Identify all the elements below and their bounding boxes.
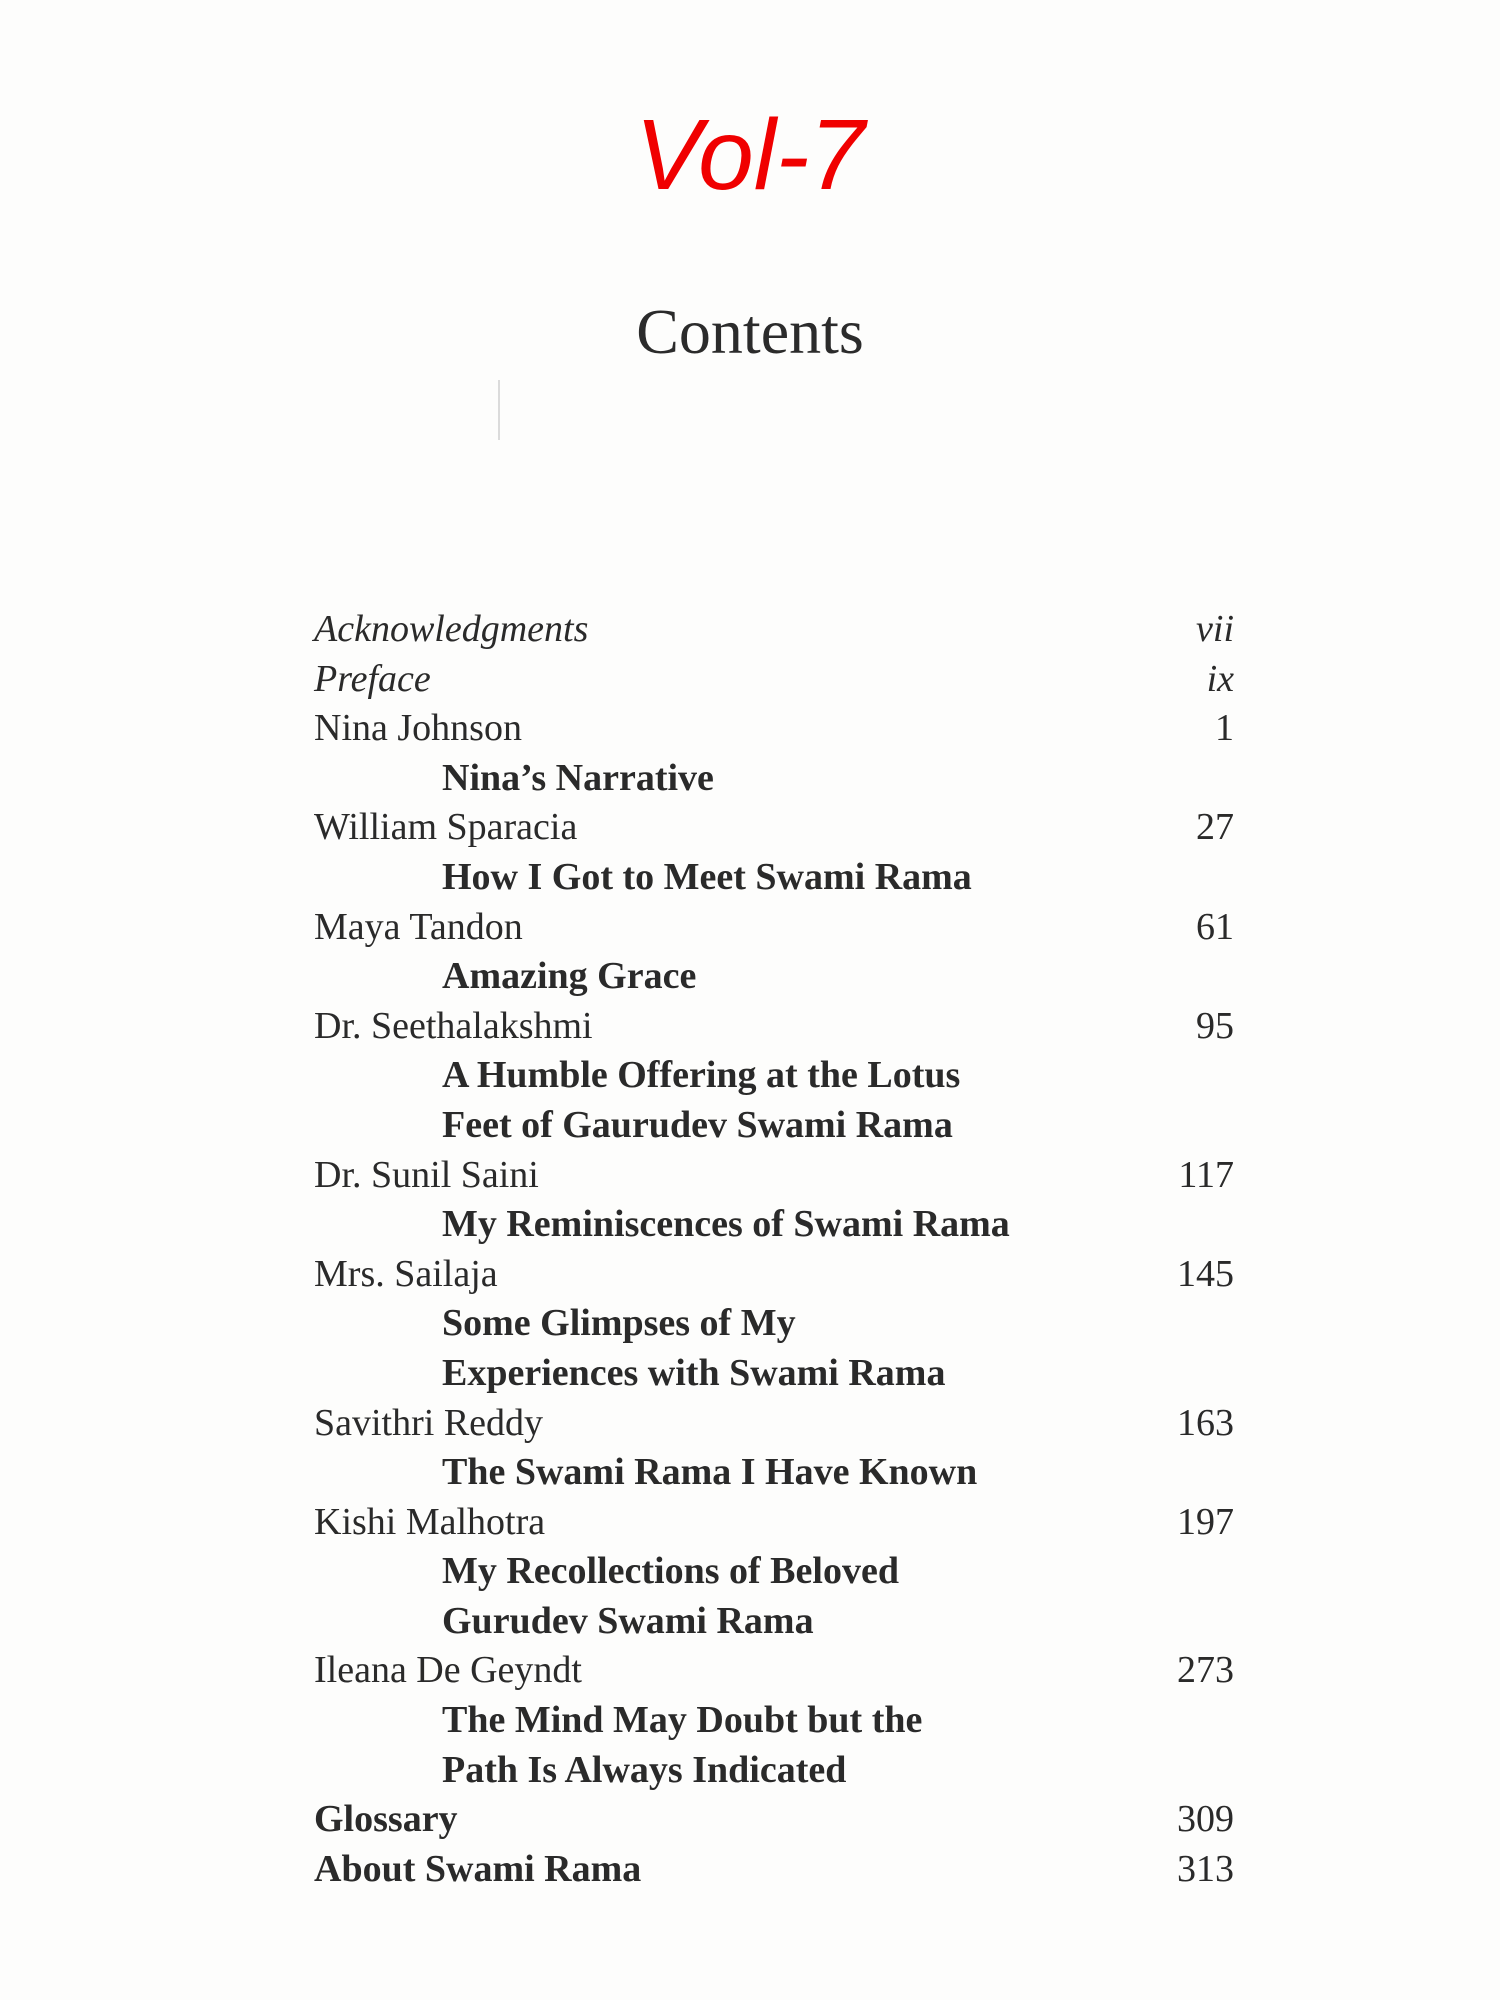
toc-chapter-title <box>314 1299 1234 1349</box>
toc-entry <box>314 704 1234 754</box>
page-number: 95 <box>1196 1004 1234 1047</box>
toc-chapter-title <box>314 1349 1234 1399</box>
entry-title-text: Mrs. Sailaja <box>314 1252 498 1295</box>
toc-chapter-title <box>314 1448 1234 1498</box>
entry-title-text: Acknowledgments <box>314 608 589 650</box>
page-number: 309 <box>1177 1798 1234 1841</box>
chapter-title-text: A Humble Offering at the Lotus <box>442 1054 961 1097</box>
volume-label: Vol-7 <box>635 99 865 211</box>
page-number: 27 <box>1196 806 1234 849</box>
entry-title-text: Nina Johnson <box>314 707 522 750</box>
toc-entry <box>314 1646 1234 1696</box>
chapter-title-text: Amazing Grace <box>442 955 697 998</box>
entry-title-text: Ileana De Geyndt <box>314 1649 582 1692</box>
toc-entry <box>314 655 1234 705</box>
chapter-title-text: Gurudev Swami Rama <box>442 1599 814 1642</box>
entry-title-text: About Swami Rama <box>314 1847 642 1890</box>
toc-chapter-title <box>314 1696 1234 1746</box>
page-number: ix <box>1206 657 1234 700</box>
chapter-title-text: Feet of Gaurudev Swami Rama <box>442 1103 953 1146</box>
entry-title-text: Dr. Seethalakshmi <box>314 1004 593 1047</box>
toc-entry <box>314 1498 1234 1548</box>
entry-title-text: Glossary <box>314 1798 458 1841</box>
page-number: 117 <box>1178 1153 1234 1196</box>
page-number: vii <box>1196 608 1234 650</box>
toc-entry <box>314 605 1234 655</box>
toc-chapter-title <box>314 952 1234 1002</box>
page-number: 273 <box>1177 1649 1234 1692</box>
toc-chapter-title <box>314 1547 1234 1597</box>
toc-entry <box>314 1399 1234 1449</box>
chapter-title-text: Nina’s Narrative <box>442 756 714 799</box>
toc-entry <box>314 803 1234 853</box>
page-number: 313 <box>1177 1847 1234 1890</box>
page-number: 197 <box>1177 1500 1234 1543</box>
page-title: Contents <box>636 296 864 367</box>
entry-title-text: Maya Tandon <box>314 905 523 948</box>
toc-chapter-title <box>314 853 1234 903</box>
entry-title-text: William Sparacia <box>314 806 578 849</box>
toc-chapter-title <box>314 1101 1234 1151</box>
chapter-title-text: My Reminiscences of Swami Rama <box>442 1203 1010 1246</box>
chapter-title-text: The Mind May Doubt but the <box>442 1699 923 1742</box>
entry-title-text: Preface <box>314 657 431 700</box>
toc-entry <box>314 1002 1234 1052</box>
toc-chapter-title <box>314 754 1234 804</box>
toc-chapter-title <box>314 1597 1234 1647</box>
page-number: 61 <box>1196 905 1234 948</box>
entry-title-text: Dr. Sunil Saini <box>314 1153 539 1196</box>
chapter-title-text: My Recollections of Beloved <box>442 1550 899 1593</box>
toc-entry <box>314 1250 1234 1300</box>
chapter-title-text: Path Is Always Indicated <box>442 1748 847 1791</box>
chapter-title-text: Experiences with Swami Rama <box>442 1351 946 1394</box>
page-number: 163 <box>1177 1401 1234 1444</box>
toc-entry <box>314 1795 1234 1845</box>
page-number: 1 <box>1215 707 1234 750</box>
chapter-title-text: How I Got to Meet Swami Rama <box>442 855 972 898</box>
entry-title-text: Savithri Reddy <box>314 1401 544 1444</box>
page-number: 145 <box>1177 1252 1234 1295</box>
toc-chapter-title <box>314 1200 1234 1250</box>
entry-title-text: Kishi Malhotra <box>314 1500 546 1543</box>
chapter-title-text: Some Glimpses of My <box>442 1302 796 1345</box>
toc-entry <box>314 903 1234 953</box>
chapter-title-text: The Swami Rama I Have Known <box>442 1451 978 1494</box>
toc-chapter-title <box>314 1746 1234 1796</box>
toc-entry <box>314 1151 1234 1201</box>
toc-entry <box>314 1845 1234 1895</box>
show-through-mark <box>498 380 500 440</box>
table-of-contents <box>314 605 1234 1894</box>
toc-chapter-title <box>314 1051 1234 1101</box>
